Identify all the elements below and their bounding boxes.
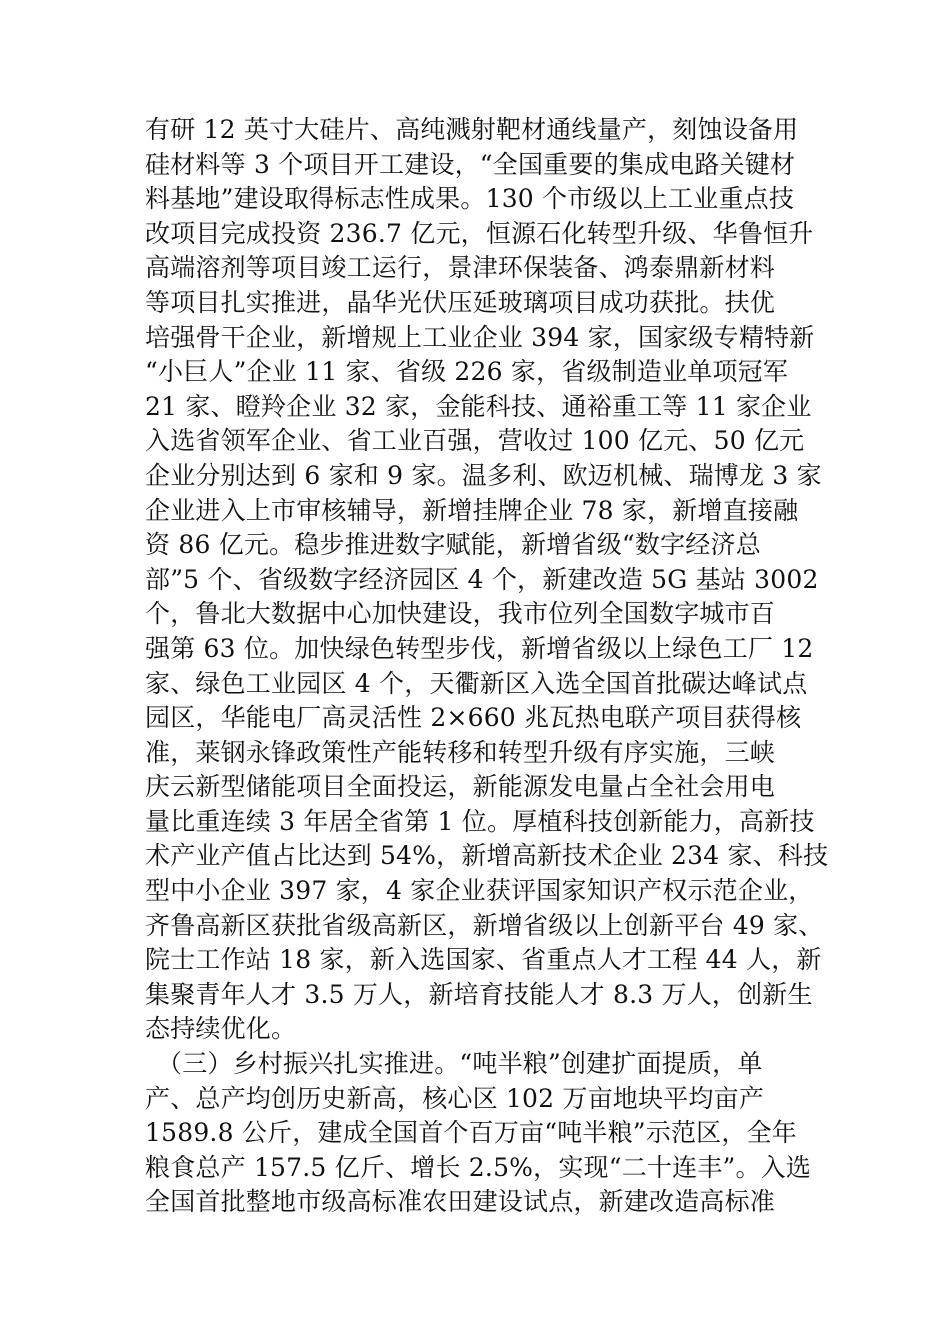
text-line: 量比重连续 3 年居全省第 1 位。厚植科技创新能力，高新技: [145, 806, 815, 836]
text-line: 粮食总产 157.5 亿斤、增长 2.5%，实现“二十连丰”。入选: [145, 1152, 812, 1182]
text-line: 态持续优化。: [145, 1014, 297, 1044]
text-line: 企业分别达到 6 家和 9 家。温多利、欧迈机械、瑞博龙 3 家: [145, 460, 822, 490]
text-line: 家、绿色工业园区 4 个，天衢新区入选全国首批碳达峰试点: [145, 668, 808, 698]
text-line: 改项目完成投资 236.7 亿元，恒源石化转型升级、华鲁恒升: [145, 218, 814, 248]
text-line: 21 家、瞪羚企业 32 家，金能科技、通裕重工等 11 家企业: [145, 391, 812, 421]
text-line: 企业进入上市审核辅导，新增挂牌企业 78 家，新增直接融: [145, 495, 799, 525]
text-line: 产、总产均创历史新高，核心区 102 万亩地块平均亩产: [145, 1083, 765, 1113]
text-line: 庆云新型储能项目全面投运，新能源发电量占全社会用电: [145, 772, 776, 802]
text-line: 1589.8 公斤，建成全国首个百万亩“吨半粮”示范区，全年: [145, 1118, 797, 1148]
text-line: 园区，华能电厂高灵活性 2×660 兆瓦热电联产项目获得核: [145, 703, 802, 733]
text-line: 集聚青年人才 3.5 万人，新培育技能人才 8.3 万人，创新生: [145, 979, 813, 1009]
text-line: （三）乡村振兴扎实推进。“吨半粮”创建扩面提质，单: [157, 1049, 763, 1079]
body-text: [145, 113, 829, 1220]
text-line: 有研 12 英寸大硅片、高纯溅射靶材通线量产，刻蚀设备用: [145, 115, 799, 144]
text-line: 资 86 亿元。稳步推进数字赋能，新增省级“数字经济总: [145, 530, 761, 560]
text-line: 入选省领军企业、省工业百强，营收过 100 亿元、50 亿元: [145, 426, 805, 456]
text-line: 型中小企业 397 家，4 家企业获评国家知识产权示范企业，: [145, 876, 814, 906]
text-line: “小巨人”企业 11 家、省级 226 家，省级制造业单项冠军: [145, 357, 789, 387]
text-line: 齐鲁高新区获批省级高新区，新增省级以上创新平台 49 家、: [145, 910, 824, 940]
text-line: 培强骨干企业，新增规上工业企业 394 家，国家级专精特新: [145, 322, 815, 352]
text-line: 院士工作站 18 家，新入选国家、省重点人才工程 44 人，新: [145, 945, 822, 975]
text-line: 术产业产值占比达到 54%，新增高新技术企业 234 家、科技: [145, 841, 829, 871]
text-line: 准，莱钢永锋政策性产能转移和转型升级有序实施，三峡: [145, 737, 776, 767]
text-line: 硅材料等 3 个项目开工建设，“全国重要的集成电路关键材: [145, 149, 796, 179]
text-line: 高端溶剂等项目竣工运行，景津环保装备、鸿泰鼎新材料: [145, 253, 776, 283]
text-line: 部”5 个、省级数字经济园区 4 个，新建改造 5G 基站 3002: [145, 564, 819, 594]
text-line: 料基地”建设取得标志性成果。130 个市级以上工业重点技: [145, 184, 795, 214]
text-line: 强第 63 位。加快绿色转型步伐，新增省级以上绿色工厂 12: [145, 633, 814, 663]
text-line: 等项目扎实推进，晶华光伏压延玻璃项目成功获批。扶优: [145, 287, 776, 317]
text-line: 全国首批整地市级高标准农田建设试点，新建改造高标准: [145, 1187, 776, 1217]
text-line: 个，鲁北大数据中心加快建设，我市位列全国数字城市百: [145, 599, 776, 629]
